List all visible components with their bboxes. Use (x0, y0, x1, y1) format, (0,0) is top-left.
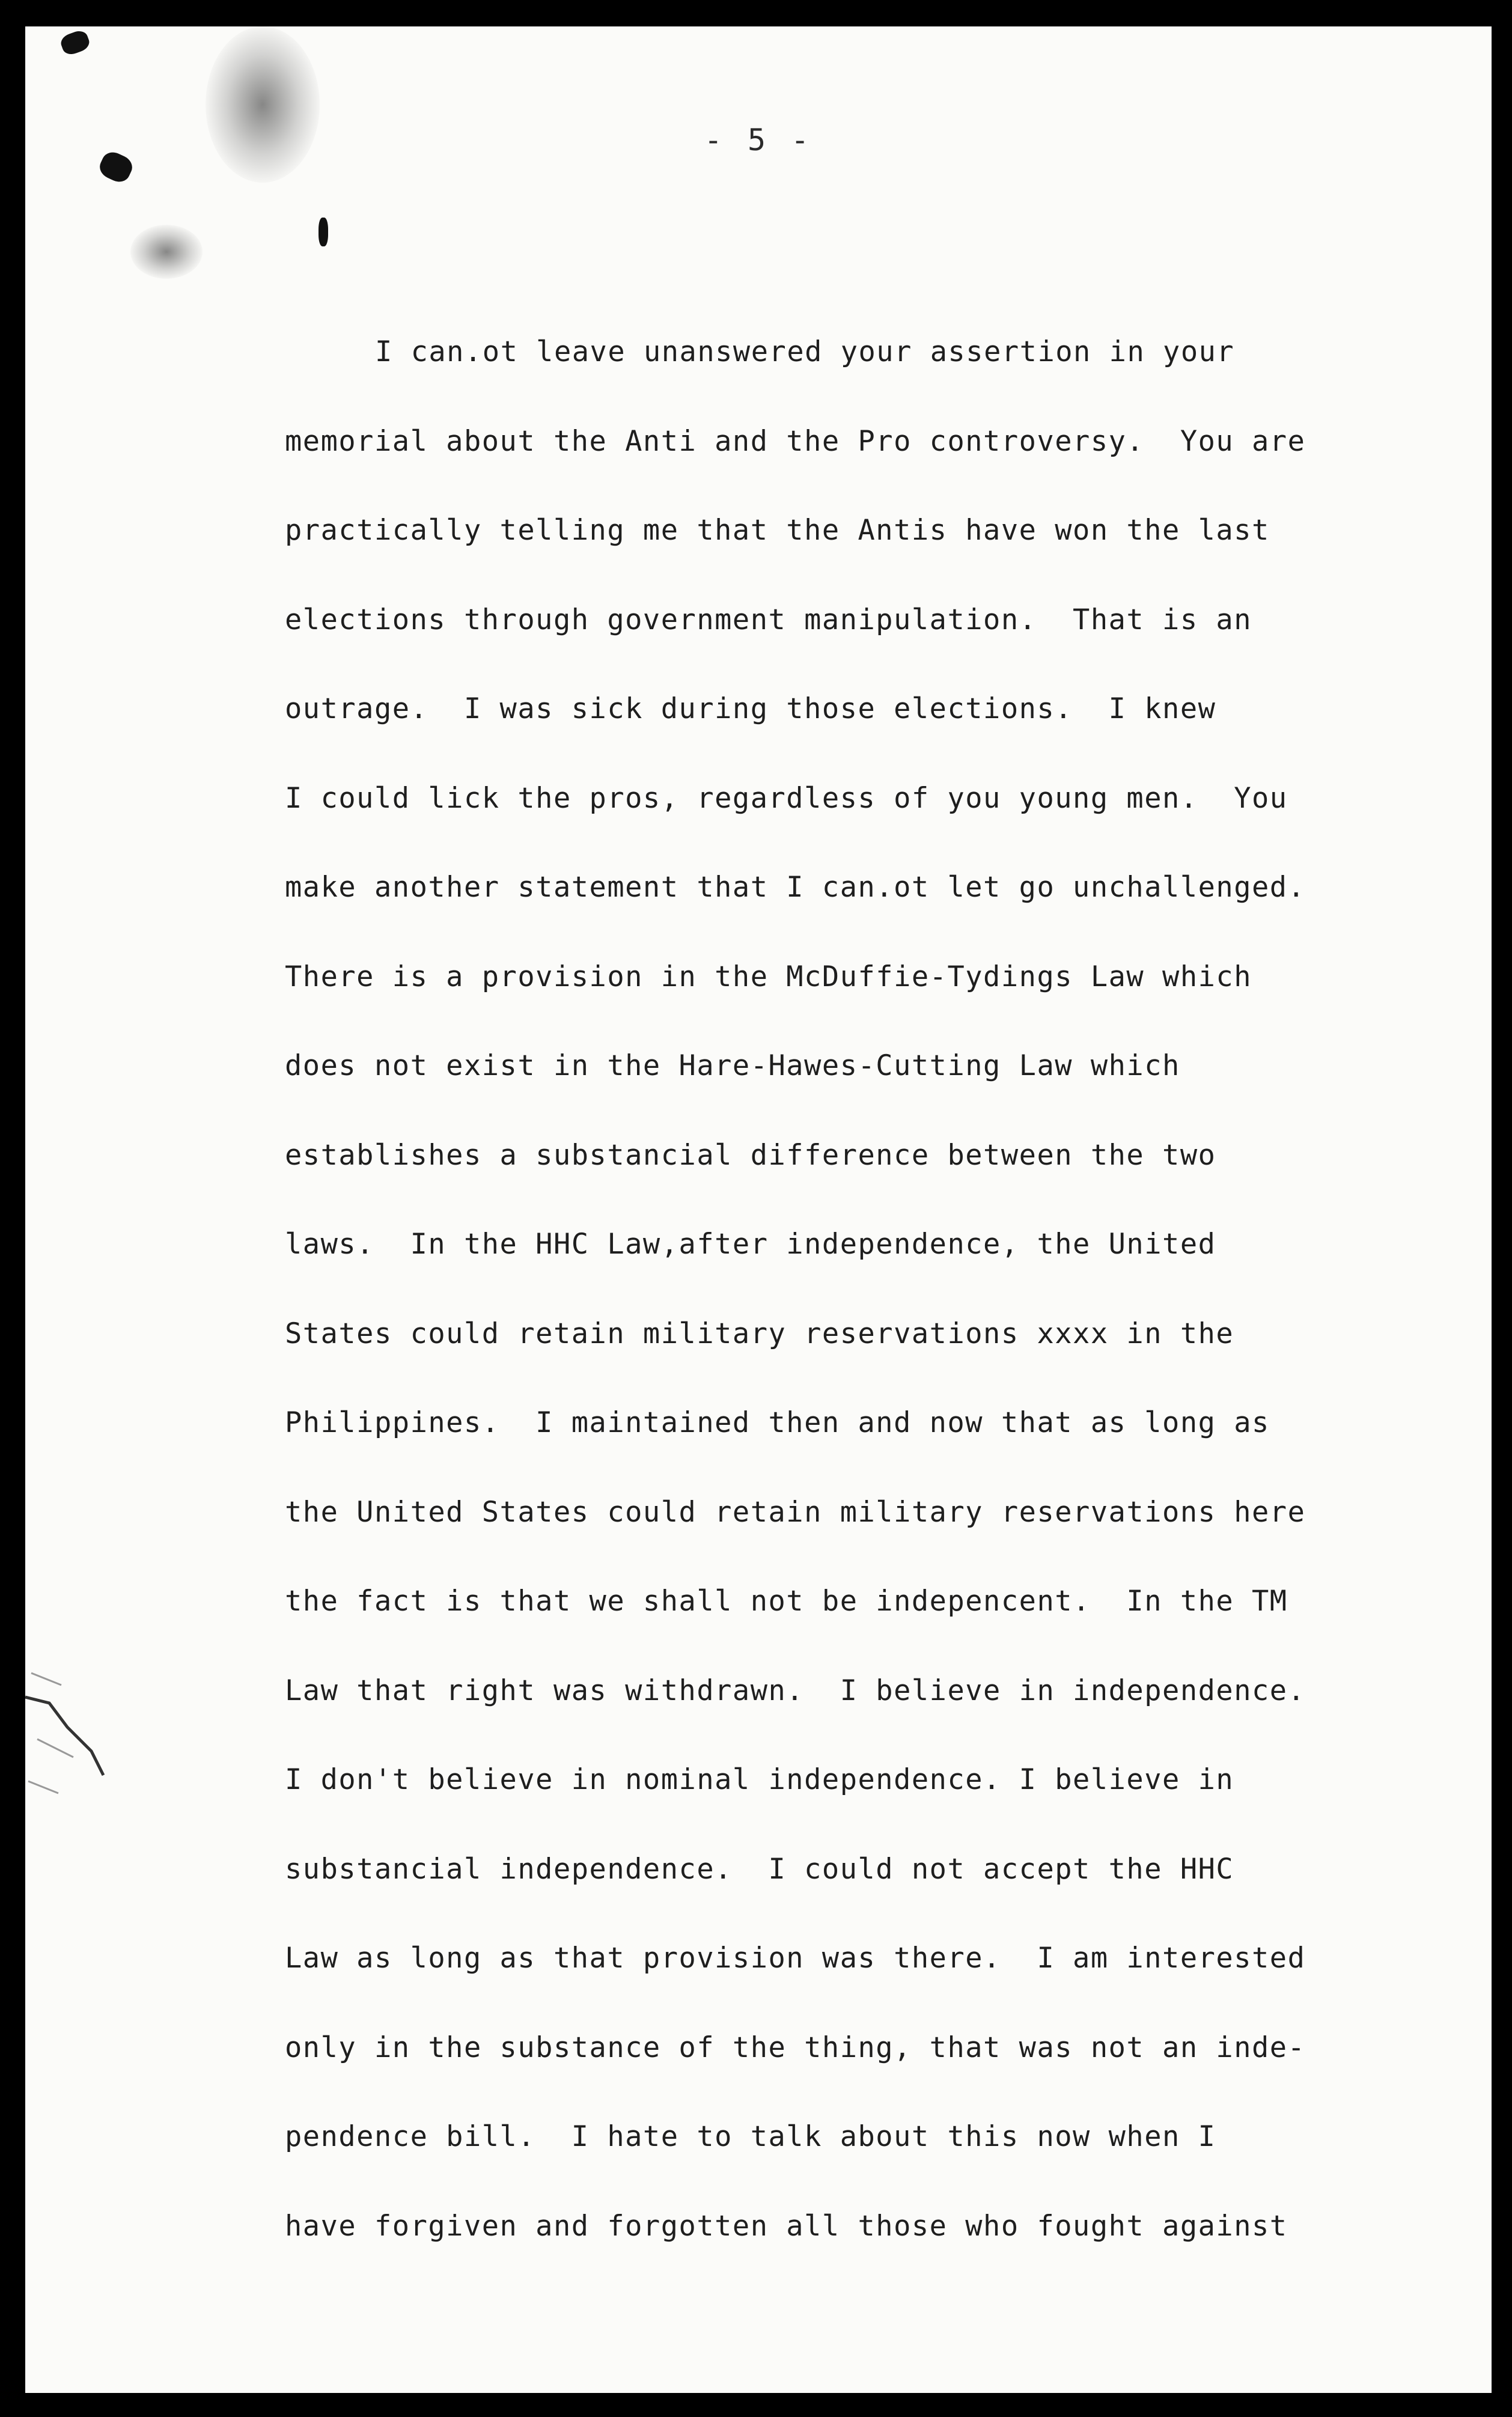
text-line: I can.ot leave unanswered your assertion in your (375, 335, 1235, 368)
text-line: outrage. I was sick during those elections. I knew (285, 692, 1216, 725)
page-number: - 5 - (704, 123, 813, 157)
text-line: elections through government manipulation. That is an (285, 603, 1252, 636)
text-line: Law that right was withdrawn. I believe in independence. (285, 1674, 1306, 1707)
text-line: make another statement that I can.ot let go unchallenged. (285, 871, 1306, 904)
typewritten-page (25, 26, 1492, 2393)
text-line: laws. In the HHC Law,after independence, the United (285, 1228, 1216, 1261)
text-line: There is a provision in the McDuffie-Tydings Law which (285, 960, 1252, 993)
text-line: Law as long as that provision was there. I am interested (285, 1942, 1306, 1975)
text-line: the United States could retain military reservations here (285, 1495, 1306, 1529)
text-line: States could retain military reservations xxxx in the (285, 1317, 1234, 1350)
text-line: substancial independence. I could not accept the HHC (285, 1852, 1234, 1886)
text-line: Philippines. I maintained then and now that as long as (285, 1406, 1270, 1439)
text-line: only in the substance of the thing, that was not an inde- (285, 2031, 1306, 2064)
text-line: I don't believe in nominal independence. I believe in (285, 1763, 1234, 1796)
text-line: does not exist in the Hare-Hawes-Cutting Law which (285, 1049, 1180, 1082)
text-line: practically telling me that the Antis have won the last (285, 514, 1270, 547)
text-line: pendence bill. I hate to talk about this now when I (285, 2120, 1216, 2153)
text-line: I could lick the pros, regardless of you young men. You (285, 781, 1288, 815)
text-line: memorial about the Anti and the Pro controversy. You are (285, 424, 1306, 458)
text-line: establishes a substancial difference between the two (285, 1138, 1216, 1172)
letter-body (25, 26, 1492, 2393)
text-line: have forgiven and forgotten all those who fought against (285, 2209, 1288, 2243)
text-line: the fact is that we shall not be indepencent. In the TM (285, 1585, 1288, 1618)
